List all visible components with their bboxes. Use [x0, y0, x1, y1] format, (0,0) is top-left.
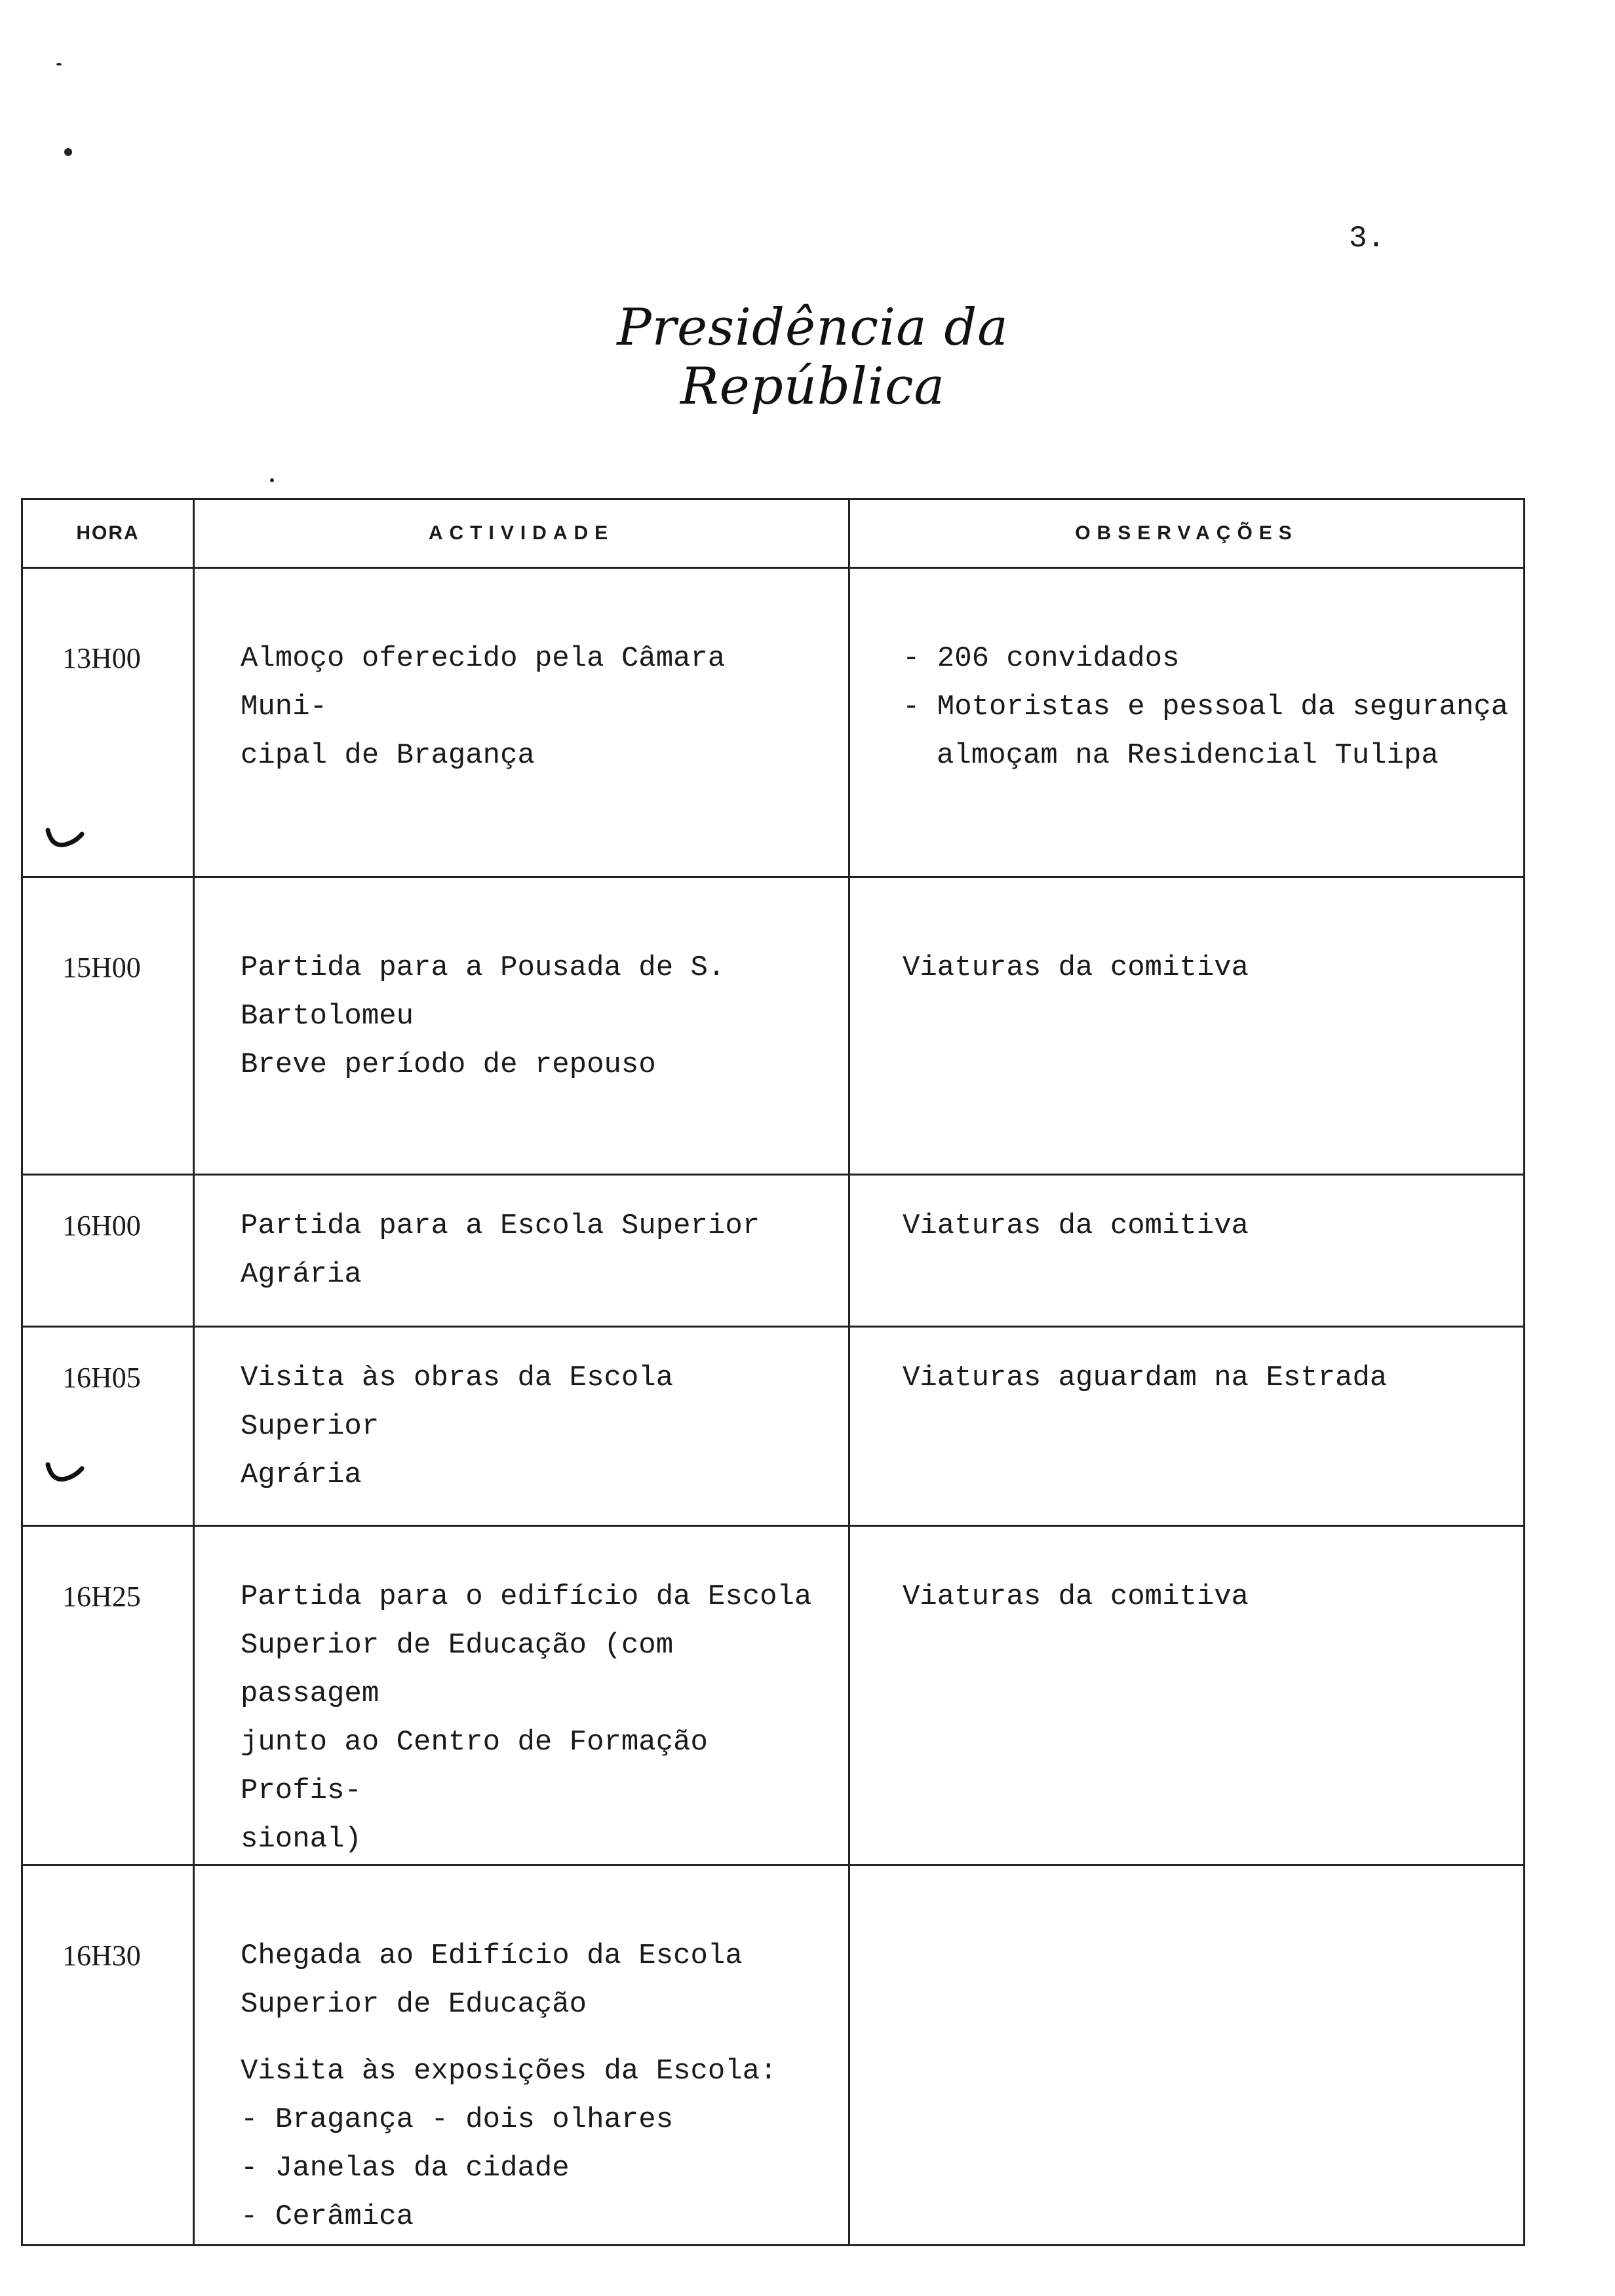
scan-speck — [64, 148, 72, 156]
table-row — [22, 1175, 1525, 1327]
actividade-line: Visita às obras da Escola Superior — [241, 1362, 674, 1443]
scan-speck — [270, 478, 274, 482]
actividade-line: Partida para a Escola Superior — [241, 1210, 760, 1242]
hora-value: 16H30 — [62, 1940, 141, 1972]
hora-cell — [22, 1866, 194, 2246]
table-row — [22, 877, 1525, 1175]
hora-cell — [22, 1526, 194, 1866]
observacoes-line: Viaturas da comitiva — [903, 951, 1249, 984]
header-row — [22, 499, 1525, 568]
actividade-line: Superior de Educação (com passagem — [241, 1629, 674, 1710]
actividade-line: Partida para o edifício da Escola — [241, 1580, 812, 1613]
observacoes-cell — [849, 1175, 1525, 1327]
hora-value: 16H25 — [62, 1580, 141, 1613]
observacoes-line: Viaturas aguardam na Estrada — [903, 1362, 1388, 1394]
observacoes-cell — [849, 877, 1525, 1175]
actividade-line: Almoço oferecido pela Câmara Muni- — [241, 642, 726, 723]
table-row — [22, 1866, 1525, 2246]
observacoes-line: - 206 convidados — [903, 642, 1180, 675]
hora-value: 15H00 — [62, 951, 141, 984]
observacoes-line: almoçam na Residencial Tulipa — [937, 739, 1439, 772]
table-row — [22, 568, 1525, 877]
header-observacoes: OBSERVAÇÕES — [849, 499, 1525, 568]
hora-value: 16H05 — [62, 1362, 141, 1394]
hora-value: 16H00 — [62, 1210, 141, 1242]
observacoes-cell — [849, 1327, 1525, 1526]
table-row — [22, 1526, 1525, 1866]
observacoes-cell — [849, 1866, 1525, 2246]
header-hora: HORA — [22, 499, 194, 568]
header-actividade: ACTIVIDADE — [194, 499, 849, 568]
actividade-line: - Bragança - dois olhares — [241, 2103, 674, 2136]
actividade-line: Superior de Educação — [241, 1988, 587, 2021]
actividade-cell — [194, 568, 849, 877]
hora-cell — [22, 877, 194, 1175]
observacoes-line: Viaturas da comitiva — [903, 1580, 1249, 1613]
actividade-line: - Janelas da cidade — [241, 2152, 570, 2185]
page-number: 3. — [1349, 221, 1386, 256]
hora-value: 13H00 — [62, 642, 141, 674]
scan-speck — [56, 63, 62, 66]
check-mark-icon — [45, 825, 85, 851]
actividade-cell — [194, 877, 849, 1175]
actividade-line: Agrária — [241, 1459, 362, 1491]
hora-cell — [22, 568, 194, 877]
actividade-cell — [194, 1327, 849, 1526]
actividade-line: Chegada ao Edifício da Escola — [241, 1940, 743, 1972]
observacoes-cell — [849, 1526, 1525, 1866]
actividade-line: junto ao Centro de Formação Profis- — [241, 1726, 708, 1807]
observacoes-line: - Motoristas e pessoal da segurança — [903, 691, 1509, 723]
actividade-line: Visita às exposições da Escola: — [241, 2055, 777, 2088]
actividade-line: - Cerâmica — [241, 2200, 414, 2233]
check-mark-icon — [45, 1459, 85, 1485]
observacoes-line: Viaturas da comitiva — [903, 1210, 1249, 1242]
actividade-cell — [194, 1526, 849, 1866]
actividade-line: Agrária — [241, 1258, 362, 1291]
actividade-cell — [194, 1175, 849, 1327]
table-row — [22, 1327, 1525, 1526]
hora-cell — [22, 1327, 194, 1526]
schedule-table — [21, 498, 1525, 2246]
actividade-line: Breve período de repouso — [241, 1048, 656, 1081]
actividade-line: Bartolomeu — [241, 1000, 414, 1033]
actividade-line: Partida para a Pousada de S. — [241, 951, 726, 984]
hora-cell — [22, 1175, 194, 1327]
actividade-cell — [194, 1866, 849, 2246]
actividade-line: sional) — [241, 1823, 362, 1856]
letterhead-title: Presidência da República — [617, 298, 1009, 416]
observacoes-cell — [849, 568, 1525, 877]
actividade-line: cipal de Bragança — [241, 739, 535, 772]
